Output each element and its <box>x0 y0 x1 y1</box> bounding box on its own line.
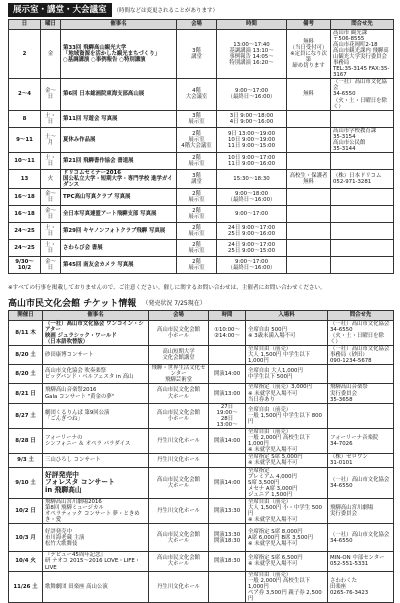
hall-contact: （一社）高山市文化協会 34-6550 <box>328 524 394 552</box>
hall-fee: 全席自由 500円 ※ 3歳未満入場不可 <box>246 321 328 346</box>
hall-fee: 全席自由 大人1,000円 中学生以下 500円 <box>246 365 328 384</box>
hall-contact: （一社）高山市文化協会 34-6550 （火・土・日曜日を除く） <box>328 321 394 346</box>
exhibition-day: 2 <box>9 30 41 79</box>
hall-fee: 全席自由（前売） 一般 1,500円 中学生以下 800円 <box>246 403 328 428</box>
exhibition-venue: 2階 展示室 <box>177 205 217 222</box>
exhibition-note <box>287 222 331 239</box>
exhibition-event: 夏休み作品展 <box>61 127 177 152</box>
hall-fee: 全席自由（前売） 大人 1,500円 小・中学生 500円 ※ 未就学児入場不可 <box>246 499 328 524</box>
exhibition-row <box>9 239 394 256</box>
hall-event: （一社）高山市文化協会 ワンコイン・シアター 映画 ジュラシック・ワールド （日本語吹替版） <box>43 321 149 346</box>
exhibition-time: 9:00〜17:00 （最終日〜16:00） <box>217 256 287 273</box>
col-event: 催事名 <box>61 20 177 30</box>
hall-venue: 高山市民文化会館 大ホール <box>149 384 209 403</box>
hall-event: 三山ひろし コンサート <box>43 453 149 467</box>
hall-contact: 飛騨高山宮川劇場 実行委員会 <box>328 499 394 524</box>
exhibition-time: 9日 13:00〜19:00 10日 9:00〜19:00 11日 9:00〜15:00 <box>217 127 287 152</box>
exhibition-note <box>287 127 331 152</box>
exhibition-contact: 高山市 観光課 〒506-8555 高山市花岡町2-18 高山市観光課内 飛騨高山観光大学実行委員会事務局 TEL:35-3145 FAX:35-3167 <box>331 30 394 79</box>
exhibition-time: 9:00〜17:00 <box>217 205 287 222</box>
hall-time: 開演14:00 <box>209 365 246 384</box>
hall-fee: 全席指定 S席 6,500円 ※ 未就学児入場不可 <box>246 552 328 571</box>
hall-event: 好評発売中 フォレスタ コンサート in 飛騨高山 <box>43 467 149 498</box>
hall-venue: 丹生川文化ホール <box>149 571 209 602</box>
hall-row <box>9 403 394 428</box>
exhibition-day: 16〜18 <box>9 205 41 222</box>
col-contact: 問合せ先 <box>328 311 394 321</box>
hall-time <box>209 453 246 467</box>
exhibition-event: 第21回 飛騨書作協会 書道展 <box>61 152 177 169</box>
exhibition-row <box>9 152 394 169</box>
hall-event: 劇団くるりんぱ 第9回公演 「ごんぎつね」 <box>43 403 149 428</box>
col-event: 催事名 <box>43 311 149 321</box>
hall-event: 砂田康博コンサート <box>43 346 149 365</box>
exhibition-row <box>9 205 394 222</box>
exhibition-day: 10〜11 <box>9 152 41 169</box>
hall-row <box>9 499 394 524</box>
exhibition-venue: 3階 講堂 <box>177 169 217 188</box>
exhibition-contact <box>331 188 394 205</box>
hall-event: 高山市文化協会 吹奏楽祭 ビッグバンド・ベルフェスタ in 高山 <box>43 365 149 384</box>
hall-time: 開演18:30 <box>209 552 246 571</box>
exhibition-badge-note: （時間などは変更されることがあります） <box>113 8 219 14</box>
hall-row <box>9 321 394 346</box>
exhibition-note: 無料 <box>287 79 331 110</box>
hall-title: 高山市民文化会館 チケット情報 <box>8 298 137 309</box>
hall-date: 8/27 土 <box>9 403 43 428</box>
exhibition-event: 第45回 南友会カメラ 写真展 <box>61 256 177 273</box>
hall-date: 10/4 火 <box>9 552 43 571</box>
hall-date: 8/20 土 <box>9 365 43 384</box>
exhibition-weekday: 土・日 <box>41 152 61 169</box>
hall-date: 11/26 土 <box>9 571 43 602</box>
hall-contact: 飛騨高山音楽祭 実行委員会 35-3658 <box>328 384 394 403</box>
hall-row <box>9 467 394 498</box>
exhibition-time: 10日 9:00〜17:00 11日 9:00〜16:00 <box>217 152 287 169</box>
exhibition-weekday: 金〜日 <box>41 256 61 273</box>
hall-row <box>9 524 394 552</box>
hall-table <box>8 310 394 603</box>
col-fee: 入場料 <box>246 311 328 321</box>
hall-contact <box>328 365 394 384</box>
exhibition-event: 第6回 日本総画院東海支部高山展 <box>61 79 177 110</box>
hall-contact: （一社）高山市文化協会 34-6550 <box>328 467 394 498</box>
exhibition-day: 9/30〜10/2 <box>9 256 41 273</box>
exhibition-row <box>9 169 394 188</box>
exhibition-note <box>287 110 331 127</box>
hall-contact: フォーリーナ音楽院 34-7026 <box>328 428 394 453</box>
hall-contact: MIN-ON 中部センター 052-551-5331 <box>328 552 394 571</box>
exhibition-weekday: 火 <box>41 169 61 188</box>
hall-row <box>9 453 394 467</box>
exhibition-time: 3日 9:00〜18:00 4日 9:00〜16:00 <box>217 110 287 127</box>
exhibition-row <box>9 30 394 79</box>
exhibition-day: 24〜25 <box>9 239 41 256</box>
hall-fee: 全席自由（前売） 大人 1,500円 中学生以下 1,000円 <box>246 346 328 365</box>
exhibition-weekday: 土・日 <box>41 239 61 256</box>
exhibition-day: 8 <box>9 110 41 127</box>
hall-date: 8/11 木 <box>9 321 43 346</box>
exhibition-time: 15:30〜18:30 <box>217 169 287 188</box>
exhibition-venue: 2階 展示室 <box>177 256 217 273</box>
exhibition-weekday: 金 <box>41 30 61 79</box>
exhibition-note <box>287 188 331 205</box>
col-time: 時間 <box>217 20 287 30</box>
hall-venue: 丹生川文化ホール <box>149 453 209 467</box>
hall-event: 好評発売中 市川海老蔵 主演 松竹大歌舞伎 <box>43 524 149 552</box>
exhibition-event: 第29回 キヤノンフォトクラブ飛騨 写真展 <box>61 222 177 239</box>
hall-contact: （株）ゼロワン 31-0101 <box>328 453 394 467</box>
hall-row <box>9 346 394 365</box>
exhibition-contact: （株）日本ドリコム 052-971-3281 <box>331 169 394 188</box>
hall-venue: 飛騨・世界生活文化センター 飛騨芸術堂 <box>149 365 209 384</box>
hall-venue: 丹生川文化ホール <box>149 499 209 524</box>
hall-venue: 高山市民文化会館 小ホール <box>149 321 209 346</box>
hall-row <box>9 365 394 384</box>
exhibition-time: 13:00〜17:40 基調講演 13:10〜 事例報告 14:05〜 特別講演 16:20〜 <box>217 30 287 79</box>
exhibition-weekday: 金〜日 <box>41 188 61 205</box>
exhibition-time: 24日 9:00〜17:00 25日 9:00〜15:00 <box>217 239 287 256</box>
hall-time: 27日 19:00〜 28日 13:00〜 <box>209 403 246 428</box>
hall-time: ①10:00〜 ②14:00〜 <box>209 321 246 346</box>
hall-fee: 全席自由（前売） 一般 2,000円 高校生以下 1,000円 ペア券 3,500円 親子券 2,500円 <box>246 571 328 602</box>
exhibition-event: 第11回 写遊会 写真展 <box>61 110 177 127</box>
exhibition-row <box>9 222 394 239</box>
exhibition-event: TPC高山写真クラブ 写真展 <box>61 188 177 205</box>
hall-time: 開演14:00 <box>209 428 246 453</box>
exhibition-header <box>8 3 218 17</box>
hall-date: 10/2 日 <box>9 499 43 524</box>
exhibition-venue: 2階 展示室 <box>177 222 217 239</box>
exhibition-contact <box>331 222 394 239</box>
col-note: 備考 <box>287 20 331 30</box>
exhibition-badge: 展示室・講堂・大会議室 <box>8 3 112 17</box>
exhibition-time: 24日 9:00〜17:00 25日 9:00〜16:00 <box>217 222 287 239</box>
exhibition-row <box>9 79 394 110</box>
exhibition-note <box>287 205 331 222</box>
hall-venue: 丹生川文化ホール <box>149 428 209 453</box>
exhibition-weekday: 金〜日 <box>41 79 61 110</box>
exhibition-venue: 3階 展示室 <box>177 110 217 127</box>
hall-event: 飛騨高山音楽祭2016 Gala コンサート "黄金の夢" <box>43 384 149 403</box>
exhibition-day: 13 <box>9 169 41 188</box>
hall-venue: 高山市民文化会館 大ホール <box>149 467 209 498</box>
col-weekday: 曜日 <box>41 20 61 30</box>
hall-header <box>8 295 206 309</box>
exhibition-note: 高校生・保護者 無料 <box>287 169 331 188</box>
col-day: 日 <box>9 20 41 30</box>
exhibition-note <box>287 152 331 169</box>
exhibition-event: さわらび会 書展 <box>61 239 177 256</box>
exhibition-venue: 2階 展示室 <box>177 239 217 256</box>
exhibition-day: 16〜18 <box>9 188 41 205</box>
hall-contact: さわわくた 田楽座 0265-76-3423 <box>328 571 394 602</box>
exhibition-row <box>9 188 394 205</box>
hall-event: 『デビュー45周年記念』 研 ナオコ 2015〜2016 LOVE・LIFE・LIVE <box>43 552 149 571</box>
hall-row <box>9 571 394 602</box>
exhibition-contact: （一社）高山市文化協会 34-6550 （火・土・日曜日を除く） <box>331 79 394 110</box>
hall-title-note: （発売状況 7/25現在） <box>142 299 206 307</box>
hall-venue: 高山市民文化会館 大ホール <box>149 552 209 571</box>
exhibition-contact <box>331 152 394 169</box>
hall-date: 8/21 日 <box>9 384 43 403</box>
hall-fee: 全席指定 S席 8,000円 A席 6,000円 B席 3,500円 ※ 未就学児入場不可 <box>246 524 328 552</box>
hall-time: 開演13:30 <box>209 499 246 524</box>
exhibition-time: 9:00〜18:00 （最終日〜16:00） <box>217 188 287 205</box>
exhibition-weekday: 金〜日 <box>41 205 61 222</box>
exhibition-event: 第33回 飛騨高山観光大学 「地域資源を活かした観光まちづくり」 ○基調講演 ○事例報告 ○特別講演 <box>61 30 177 79</box>
exhibition-day: 24〜25 <box>9 222 41 239</box>
exhibition-contact <box>331 205 394 222</box>
hall-fee: 全席自由（前売） 一般 2,000円 高校生以下 1,000円 ※ 未就学児入場不可 <box>246 428 328 453</box>
hall-date: 8/20 土 <box>9 346 43 365</box>
exhibition-header-row <box>9 20 394 30</box>
hall-time: 開演13:30 開演18:30 <box>209 524 246 552</box>
col-time: 時間 <box>209 311 246 321</box>
exhibition-day: 2〜4 <box>9 79 41 110</box>
hall-date: 10/3 月 <box>9 524 43 552</box>
exhibition-time: 9:00〜17:00 （最終日〜16:00） <box>217 79 287 110</box>
exhibition-contact <box>331 110 394 127</box>
col-contact: 問合せ先 <box>331 20 394 30</box>
hall-venue: 高山市民文化会館 小ホール <box>149 403 209 428</box>
exhibition-note: 無料 （当日受付可） ※定員になり次第 締め切ります <box>287 30 331 79</box>
hall-date: 9/10 土 <box>9 467 43 498</box>
hall-row <box>9 552 394 571</box>
exhibition-venue: 2階 展示室 <box>177 152 217 169</box>
exhibition-row <box>9 110 394 127</box>
hall-contact: （一社）高山市文化協会 事務局（砂田） 090-1234-5678 <box>328 346 394 365</box>
exhibition-day: 9〜11 <box>9 127 41 152</box>
exhibition-note <box>287 239 331 256</box>
exhibition-venue: 4階 大会議室 <box>177 79 217 110</box>
hall-event: 歌舞劇団 田楽座 高山公演 <box>43 571 149 602</box>
hall-fee: 全席指定 プレミアム 4,000円 S席 3,500円 メセナ A席 3,000円 ジュニア 1,500円 <box>246 467 328 498</box>
exhibition-contact <box>331 239 394 256</box>
exhibition-note <box>287 256 331 273</box>
exhibition-row <box>9 256 394 273</box>
hall-date: 8/28 日 <box>9 428 43 453</box>
exhibition-venue: 3階 講堂 <box>177 30 217 79</box>
col-date: 開催日 <box>9 311 43 321</box>
hall-venue: 高山短期大学 文化会館講堂 <box>149 346 209 365</box>
hall-time: 開演14:00 <box>209 467 246 498</box>
exhibition-footnote: ※すべての行事を掲載しておりませんので、ご注意ください。催しに関するお問い合わせは、主催者にお問い合わせください。 <box>8 285 326 291</box>
exhibition-contact <box>331 256 394 273</box>
hall-date: 9/3 土 <box>9 453 43 467</box>
hall-event: 飛騨高山宮川劇場2016 第8回 飛騨ミュージカル オペラティック コンサート 夢・ときめき・愛 <box>43 499 149 524</box>
hall-fee: 全席指定（前売）3,000円 ※ 未就学児入場不可 当日券あり <box>246 384 328 403</box>
hall-header-row <box>9 311 394 321</box>
hall-time: 開演13:00 <box>209 384 246 403</box>
hall-row <box>9 384 394 403</box>
hall-time <box>209 346 246 365</box>
hall-event: フォーリーナの シンフォニー ＆ オペラ パラダイス <box>43 428 149 453</box>
hall-time <box>209 571 246 602</box>
col-venue: 会場 <box>149 311 209 321</box>
hall-row <box>9 428 394 453</box>
exhibition-venue: 2階 展示室 <box>177 188 217 205</box>
exhibition-table <box>8 19 394 274</box>
exhibition-event: ドリコムセミナー2016 国公私立大学・短期大学・専門学校 進学ガイダンス <box>61 169 177 188</box>
exhibition-contact: 高山市学校教育課 35-3154 高山市公民館 35-3144 <box>331 127 394 152</box>
exhibition-venue: 2階 展示室 4階大会議室 <box>177 127 217 152</box>
exhibition-weekday: 土〜月 <box>41 127 61 152</box>
hall-venue: 高山市民文化会館 大ホール <box>149 524 209 552</box>
exhibition-row <box>9 127 394 152</box>
exhibition-weekday: 土・日 <box>41 110 61 127</box>
exhibition-event: 全日本写真連盟アート飛騨支部 写真展 <box>61 205 177 222</box>
exhibition-weekday: 土・日 <box>41 222 61 239</box>
hall-fee: 全席指定 S席 5,000円 ※ 未就学児入場不可 <box>246 453 328 467</box>
hall-contact <box>328 403 394 428</box>
col-venue: 会場 <box>177 20 217 30</box>
